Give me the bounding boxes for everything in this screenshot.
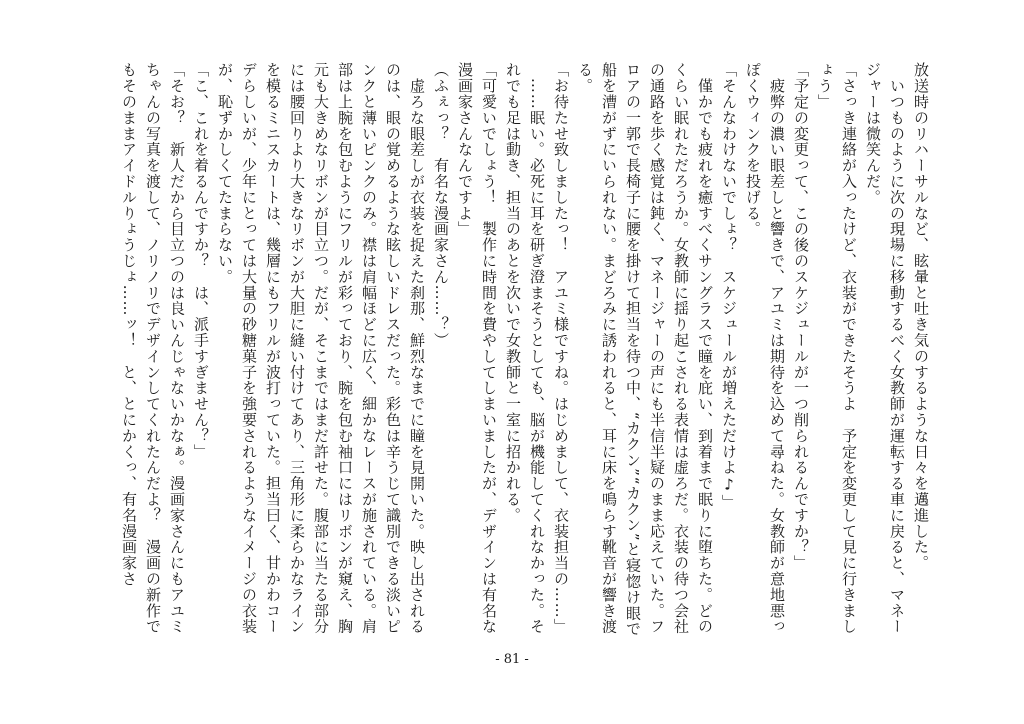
paragraph: 「予定の変更って、この後のスケジュールが一つ削られるんですか？」 [792, 62, 810, 571]
paragraph: 「可愛いでしょう！ 製作に時間を費やしてしまいましたが、デザインは有名な漫画家さんなんですよ」 [456, 62, 498, 635]
vertical-text-block [88, 62, 933, 650]
paragraph: 「そお？ 新人だから目立つのは良いんじゃないかなぁ。漫画家さんにもアユミちゃんの写真を渡して、ノリノリでデザインしてくれたんだよ？ 漫画の新作でもそのままアイドルりょうじょ……ッ！ と、とにかくっ、有名漫画家さ [120, 62, 186, 635]
paragraph: 「お待たせ致しましたっ！ アユミ様ですね。はじめまして、衣装担当の……」 [552, 62, 570, 635]
paragraph: ……眠い。必死に耳を研ぎ澄まそうとしても、脳が機能してくれなかった。それでも足は動き、担当のあとを次いで女教師と一室に招かれる。 [504, 62, 546, 635]
paragraph: 疲弊の濃い眼差しと響きで、アユミは期待を込めて尋ねた。女教師が意地悪っぽくウィンクを投げる。 [744, 62, 786, 635]
paragraph: 僅かでも疲れを癒すべくサングラスで瞳を庇い、到着まで眠りに堕ちた。どのくらい眠れただろうか。女教師に揺り起こされる表情は虚ろだ。衣装の待つ会社の通路を歩く感覚は鈍く、マネージャーの声にも半信半疑のまま応えていた。フロアの一郭で長椅子に腰を掛けて担当を待つ中、“カクン”“カクン”と寝惚け眼で船を漕がずにいられない。まどろみに誘われると、耳に床を鳴らす靴音が響き渡る。 [576, 62, 714, 637]
paragraph: いつものように次の現場に移動するべく女教師が運転する車に戻ると、マネージャーは微笑んだ。 [864, 62, 906, 635]
paragraph: 放送時のリハーサルなど、眩暈と吐き気のするような日々を邁進した。 [912, 62, 930, 571]
paragraph: 「そんなわけないでしょ？ スケジュールが増えただけよ♪」 [720, 62, 738, 511]
paragraph: （ふぇっ？ 有名な漫画家さん……？） [432, 62, 450, 349]
paragraph: 「さっき連絡が入ったけど、衣装ができたそうよ 予定を変更して見に行きましょう」 [816, 62, 858, 635]
paragraph: 「こ、これを着るんですか？ は、派手すぎません？」 [192, 62, 210, 460]
paragraph: 虚ろな眼差しが衣装を捉えた刹那、鮮烈なまでに瞳を見開いた。映し出されるのは、眼の覚めるような眩しいドレスだった。彩色は辛うじて識別できる淡いピンクと薄いピンクのみ。襟は肩幅ほどに広く、細かなレースが施されている。肩部は上腕を包むようにフリルが彩っており、腕を包む袖口にはリボンが窺え、胸元も大きめなリボンが目立つ。だが、そこまではまだ許せた。腹部に当たる部分には腰回りより大きなリボンが大胆に縫い付けてあり、三角形に柔らかなラインを模るミニスカートは、幾層にもフリルが波打っていた。担当曰く、甘かわコーデらしいが、少年にとっては大量の砂糖菓子を強要されるようなイメージの衣装が、恥ずかしくてたまらない。 [216, 62, 426, 635]
page-number: - 81 - [495, 652, 529, 667]
